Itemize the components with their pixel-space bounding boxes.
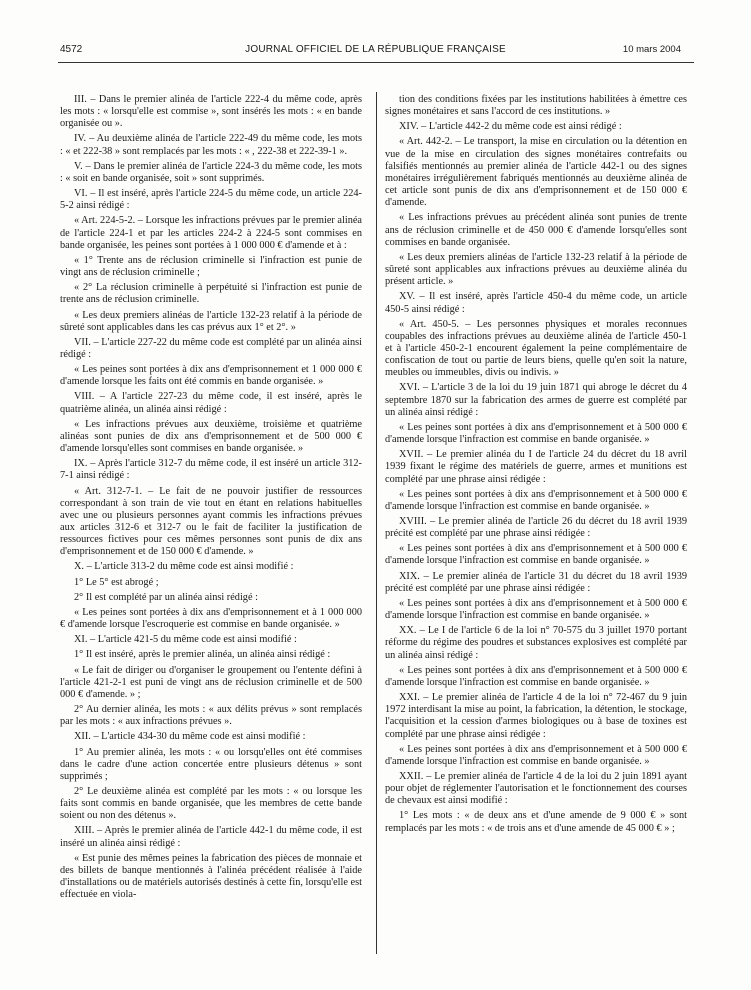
paragraph: « 1° Trente ans de réclusion criminelle si l'infraction est punie de vingt ans de réclusion criminelle ; <box>60 254 362 279</box>
paragraph: « Les peines sont portées à dix ans d'emprisonnement et 1 000 000 € d'amende lorsque les faits ont été commis en bande organisée. » <box>60 364 362 388</box>
paragraph: « Est punie des mêmes peines la fabrication des pièces de monnaie et des billets de banque mentionnés à l'alinéa précédent réalisée à l'aide d'installations ou de matériels autorisés destinés à cette fin, lorsqu'elle est effectuée en viola- <box>60 852 362 901</box>
page-number: 4572 <box>60 44 83 55</box>
paragraph: XVI. – L'article 3 de la loi du 19 juin 1871 qui abroge le décret du 4 septembre 1870 sur la fabrication des armes de guerre est complété par un alinéa ainsi rédigé : <box>385 382 687 418</box>
paragraph: XII. – L'article 434-30 du même code est ainsi modifié : <box>74 731 306 743</box>
paragraph: 1° Les mots : « de deux ans et d'une amende de 9 000 € » sont remplacés par les mots : « de trois ans et d'une amende de 45 000 € » ; <box>385 810 687 834</box>
paragraph: VIII. – A l'article 227-23 du même code, il est inséré, après le quatrième alinéa, un alinéa ainsi rédigé : <box>60 391 362 415</box>
paragraph: 1° Il est inséré, après le premier alinéa, un alinéa ainsi rédigé : <box>74 649 331 661</box>
paragraph: « Les peines sont portées à dix ans d'emprisonnement et à 500 000 € d'amende lorsque l'infraction est commise en bande organisée. » <box>385 597 687 622</box>
journal-title: JOURNAL OFFICIEL DE LA RÉPUBLIQUE FRANÇAISE <box>245 44 506 55</box>
paragraph: XX. – Le I de l'article 6 de la loi n° 70-575 du 3 juillet 1970 portant réforme du régime des poudres et substances explosives est complété par un alinéa ainsi rédigé : <box>385 625 687 661</box>
paragraph: « Les infractions prévues aux deuxième, troisième et quatrième alinéas sont punies de dix ans d'emprisonnement et de 500 000 € d'amende lorsqu'elles sont commises en bande organisée. » <box>60 418 362 455</box>
paragraph: 2° Au dernier alinéa, les mots : « aux délits prévus » sont remplacés par les mots : « aux infractions prévues ». <box>60 704 362 728</box>
paragraph: tion des conditions fixées par les institutions habilitées à émettre ces signes monétaires et sans l'accord de ces institutions. » <box>385 94 687 118</box>
paragraph: IV. – Au deuxième alinéa de l'article 222-49 du même code, les mots : « et 222-38 » sont remplacés par les mots : « , 222-38 et 222-39-1 ». <box>60 133 362 157</box>
paragraph: « Art. 312-7-1. – Le fait de ne pouvoir justifier de ressources correspondant à son train de vie tout en étant en relations habituelles avec une ou plusieurs personnes ayant commis les infractions prévues aux articles 312-6 et 312-7 ou le fait de faciliter la justification de ressources fictives pour ces mêmes personnes sont punis de dix ans d'emprisonnement et de 150 000 € d'amende. » <box>60 485 362 558</box>
paragraph: « Les peines sont portées à dix ans d'emprisonnement et à 500 000 € d'amende lorsque l'infraction est commise en bande organisée. » <box>385 664 687 688</box>
paragraph: XIX. – Le premier alinéa de l'article 31 du décret du 18 avril 1939 précité est complété par une phrase ainsi rédigée : <box>385 570 687 594</box>
paragraph: « Les peines sont portées à dix ans d'emprisonnement et à 1 000 000 € d'amende lorsque l'escroquerie est commise en bande organisée. » <box>60 606 362 631</box>
paragraph: VI. – Il est inséré, après l'article 224-5 du même code, un article 224-5-2 ainsi rédigé : <box>60 188 362 212</box>
paragraph: « Le fait de diriger ou d'organiser le groupement ou l'entente défini à l'article 421-2-1 est puni de vingt ans de réclusion criminelle et de 500 000 € d'amende. » ; <box>60 664 362 700</box>
paragraph: « Les deux premiers alinéas de l'article 132-23 relatif à la période de sûreté sont applicables dans les cas prévus aux 1° et 2°. » <box>60 309 362 333</box>
column-divider <box>376 92 377 954</box>
paragraph: XI. – L'article 421-5 du même code est ainsi modifié : <box>74 634 297 646</box>
paragraph: « 2° La réclusion criminelle à perpétuité si l'infraction est punie de trente ans de réclusion criminelle. <box>60 282 362 306</box>
paragraph: « Les peines sont portées à dix ans d'emprisonnement et à 500 000 € d'amende lorsque l'infraction est commise en bande organisée. » <box>385 743 687 767</box>
paragraph: XIV. – L'article 442-2 du même code est ainsi rédigé : <box>399 121 622 133</box>
paragraph: XVII. – Le premier alinéa du I de l'article 24 du décret du 18 avril 1939 fixant le régime des matériels de guerre, armes et munitions est complété par une phrase ainsi rédigée : <box>385 449 687 485</box>
paragraph: XIII. – Après le premier alinéa de l'article 442-1 du même code, il est inséré un alinéa ainsi rédigé : <box>60 825 362 849</box>
paragraph: XXI. – Le premier alinéa de l'article 4 de la loi n° 72-467 du 9 juin 1972 interdisant la mise au point, la fabrication, la détention, le stockage, l'acquisition et la cession d'armes biologiques ou à base de toxines est complété par une phrase ainsi rédigée : <box>385 692 687 740</box>
paragraph: « Les peines sont portées à dix ans d'emprisonnement et à 500 000 € d'amende lorsque l'infraction est commise en bande organisée. » <box>385 421 687 446</box>
paragraph: XV. – Il est inséré, après l'article 450-4 du même code, un article 450-5 ainsi rédigé : <box>385 291 687 315</box>
paragraph: 1° Le 5° est abrogé ; <box>74 576 159 588</box>
paragraph: III. – Dans le premier alinéa de l'article 222-4 du même code, après les mots : « lorsqu'elle est commise », sont insérés les mots : « en bande organisée ou ». <box>60 94 362 130</box>
paragraph: « Art. 224-5-2. – Lorsque les infractions prévues par le premier alinéa de l'article 224-1 et par les articles 224-2 à 224-5 sont commises en bande organisée, les peines sont portées à 1 000 000 € d'amende et à : <box>60 215 362 251</box>
paragraph: « Art. 450-5. – Les personnes physiques et morales reconnues coupables des infractions prévues au deuxième alinéa de l'article 450-1 et à l'article 450-2-1 encourent également la peine complémentaire de confiscation de tout ou partie de leurs biens, quelle qu'en soit la nature, meubles ou immeubles, divis ou indivis. » <box>385 318 687 379</box>
paragraph: VII. – L'article 227-22 du même code est complété par un alinéa ainsi rédigé : <box>60 336 362 360</box>
paragraph: V. – Dans le premier alinéa de l'article 224-3 du même code, les mots : « soit en bande organisée, soit » sont supprimés. <box>60 160 362 184</box>
paragraph: « Les peines sont portées à dix ans d'emprisonnement et à 500 000 € d'amende lorsque l'infraction est commise en bande organisée. » <box>385 488 687 512</box>
header-rule <box>58 62 694 63</box>
paragraph: « Les deux premiers alinéas de l'article 132-23 relatif à la période de sûreté sont applicables aux infractions prévues au deuxième alinéa du présent article. » <box>385 251 687 288</box>
paragraph: IX. – Après l'article 312-7 du même code, il est inséré un article 312-7-1 ainsi rédigé : <box>60 458 362 482</box>
paragraph: 2° Le deuxième alinéa est complété par les mots : « ou lorsque les faits sont commis en bande organisée, que les membres de cette bande soient ou non des détenus ». <box>60 785 362 822</box>
paragraph: « Les peines sont portées à dix ans d'emprisonnement et à 500 000 € d'amende lorsque l'infraction est commise en bande organisée. » <box>385 543 687 567</box>
paragraph: XVIII. – Le premier alinéa de l'article 26 du décret du 18 avril 1939 précité est complété par une phrase ainsi rédigée : <box>385 516 687 540</box>
issue-date: 10 mars 2004 <box>622 44 681 55</box>
paragraph: « Art. 442-2. – Le transport, la mise en circulation ou la détention en vue de la mise en circulation des signes monétaires contrefaits ou falsifiés mentionnés au premier alinéa de l'article 442-1 ou des signes monétaires irrégulièrement fabriqués mentionnés au deuxième alinéa de cet article sont punis de dix ans d'emprisonnement et de 150 000 € d'amende. <box>385 136 687 209</box>
paragraph: 2° Il est complété par un alinéa ainsi rédigé : <box>74 591 258 603</box>
paragraph: X. – L'article 313-2 du même code est ainsi modifié : <box>74 561 294 573</box>
paragraph: XXII. – Le premier alinéa de l'article 4 de la loi du 2 juin 1891 ayant pour objet de réglementer l'autorisation et le fonctionnement des courses de chevaux est ainsi modifié : <box>385 770 687 807</box>
left-column <box>60 94 362 904</box>
right-column <box>385 94 687 838</box>
paragraph: « Les infractions prévues au précédent alinéa sont punies de trente ans de réclusion criminelle et de 450 000 € d'amende lorsqu'elles sont commises en bande organisée. <box>385 212 687 248</box>
paragraph: 1° Au premier alinéa, les mots : « ou lorsqu'elles ont été commises dans le cadre d'une action concertée entre plusieurs détenus » sont supprimés ; <box>60 746 362 782</box>
